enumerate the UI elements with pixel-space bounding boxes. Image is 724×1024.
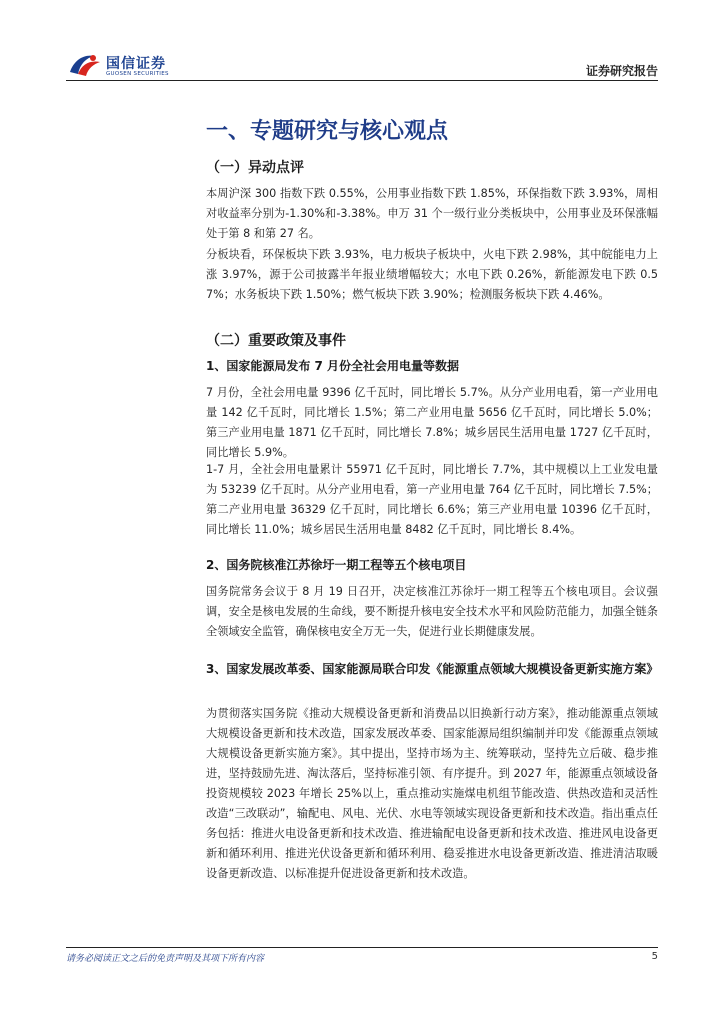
logo-chinese-name: 国信证券 [106, 56, 166, 72]
header-divider [66, 80, 658, 81]
report-type-label: 证券研究报告 [585, 64, 658, 78]
footer-divider [66, 947, 658, 948]
paragraph-sector-performance: 分板块看，环保板块下跌 3.93%，电力板块子板块中，火电下跌 2.98%，其中皖能电力上涨 3.97%，源于公司披露半年报业绩增幅较大；水电下跌 0.26%，新能源发电下跌 0.57%；水务板块下跌 1.50%；燃气板块下跌 3.90%；检测服务板块下跌 4.46%。 [206, 248, 658, 301]
event-1-paragraph-2: 1-7 月，全社会用电量累计 55971 亿千瓦时，同比增长 7.7%，其中规模以上工业发电量为 53239 亿千瓦时。从分产业用电看，第一产业用电量 764 亿千瓦时，同比增长 7.5%；第二产业用电量 36329 亿千瓦时，同比增长 6.6%；第三产业用电量 10396 亿千瓦时，同比增长 11.0%；城乡居民生活用电量 8482 亿千瓦时，同比增长 8.4%。 [206, 463, 658, 536]
logo-english-name: GUOSEN SECURITIES [106, 71, 169, 77]
event-3-paragraph-1: 为贯彻落实国务院《推动大规模设备更新和消费品以旧换新行动方案》，推动能源重点领域大规模设备更新和技术改造，国家发展改革委、国家能源局组织编制并印发《能源重点领域大规模设备更新实施方案》。其中提出，坚持市场为主、统筹联动，坚持先立后破、稳步推进，坚持鼓励先进、淘汰落后，坚持标准引领、有序提升。到 2027 年，能源重点领域设备投资规模较 2023 年增长 25%以上，重点推动实施煤电机组节能改造、供热改造和灵活性改造“三改联动”，输配电、风电、光伏、水电等领域实现设备更新和技术改造。指出重点任务包括：推进火电设备更新和技术改造、推进输配电设备更新和技术改造、推进风电设备更新和循环利用、推进光伏设备更新和循环利用、稳妥推进水电设备更新改造、推进清洁取暖设备更新改造、以标准提升促进设备更新和技术改造。 [206, 707, 658, 880]
subsection-title-anomaly: （一）异动点评 [206, 160, 304, 176]
section-title: 一、专题研究与核心观点 [206, 119, 449, 144]
disclaimer-note: 请务必阅读正文之后的免责声明及其项下所有内容 [66, 954, 265, 964]
company-logo [66, 50, 216, 80]
event-heading-3: 3、国家发展改革委、国家能源局联合印发《能源重点领域大规模设备更新实施方案》 [206, 662, 659, 676]
paragraph-index-performance: 本周沪深 300 指数下跌 0.55%，公用事业指数下跌 1.85%，环保指数下跌 3.93%，周相对收益率分别为-1.30%和-3.38%。申万 31 个一级行业分类板块中，公用事业及环保涨幅处于第 8 和第 27 名。 [206, 187, 658, 240]
event-2-paragraph-1: 国务院常务会议于 8 月 19 日召开，决定核准江苏徐圩一期工程等五个核电项目。会议强调，安全是核电发展的生命线，要不断提升核电安全技术水平和风险防范能力，加强全链条全领域安全监管，确保核电安全万无一失，促进行业长期健康发展。 [206, 585, 658, 638]
event-heading-2: 2、国务院核准江苏徐圩一期工程等五个核电项目 [206, 558, 467, 572]
guosen-logo-icon [68, 52, 102, 78]
event-1-paragraph-1: 7 月份，全社会用电量 9396 亿千瓦时，同比增长 5.7%。从分产业用电看，第一产业用电量 142 亿千瓦时，同比增长 1.5%；第二产业用电量 5656 亿千瓦时，同比增长 5.0%；第三产业用电量 1871 亿千瓦时，同比增长 7.8%；城乡居民生活用电量 1727 亿千瓦时，同比增长 5.9%。 [206, 386, 658, 459]
page-header [66, 50, 658, 80]
event-heading-1: 1、国家能源局发布 7 月份全社会用电量等数据 [206, 359, 460, 373]
subsection-title-policy: （二）重要政策及事件 [206, 333, 346, 349]
page-number: 5 [651, 951, 658, 962]
